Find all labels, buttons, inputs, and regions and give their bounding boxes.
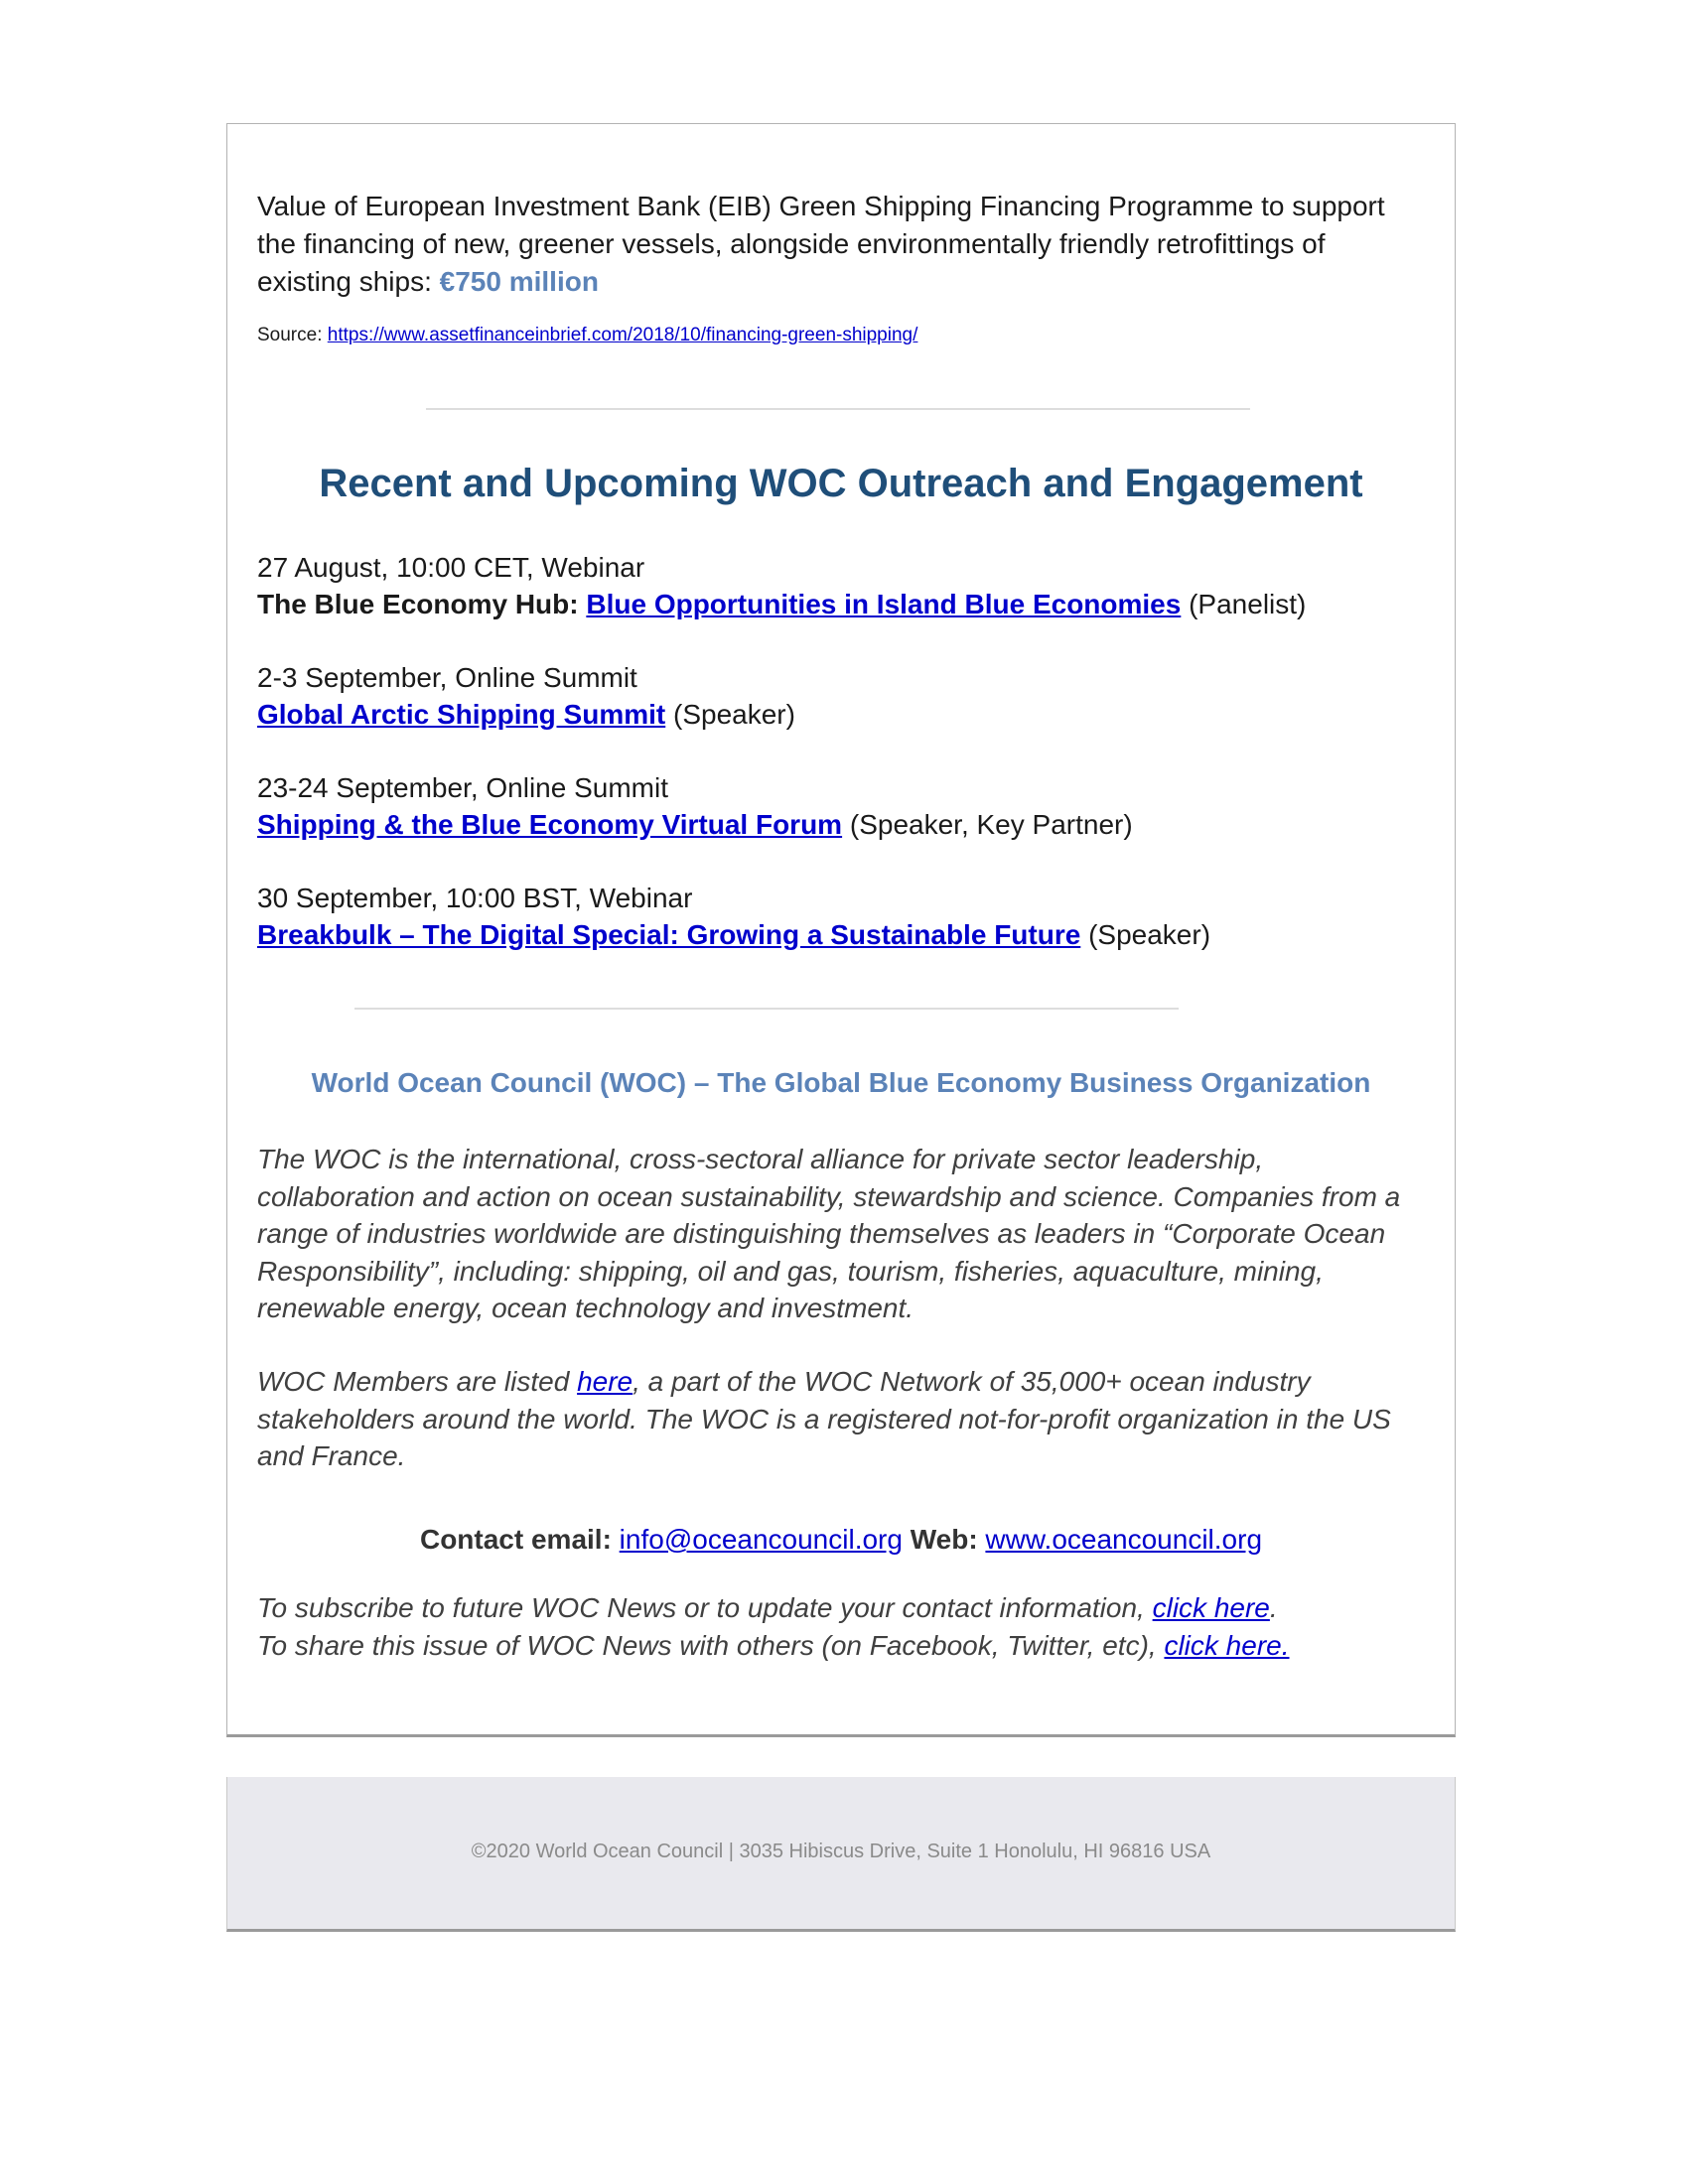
share-pre: To share this issue of WOC News with others (on Facebook, Twitter, etc),	[257, 1629, 1165, 1661]
event-org: The Blue Economy Hub:	[257, 589, 587, 619]
email-link[interactable]: info@oceancouncil.org	[619, 1524, 903, 1555]
share-link[interactable]: click here.	[1164, 1629, 1290, 1661]
web-label: Web:	[902, 1524, 986, 1555]
event-item	[257, 880, 1425, 953]
stat-text: Value of European Investment Bank (EIB) Green Shipping Financing Programme to support the financing of new, greener vessels, alongside environmentally friendly retrofittings of existing ships:	[257, 191, 1385, 297]
stat-block	[257, 188, 1425, 346]
event-detail	[257, 696, 1425, 733]
members-paragraph	[257, 1363, 1425, 1475]
event-link-arctic-shipping[interactable]: Global Arctic Shipping Summit	[257, 699, 666, 730]
event-item	[257, 659, 1425, 733]
section-title: Recent and Upcoming WOC Outreach and Engagement	[319, 462, 1363, 505]
event-detail	[257, 916, 1425, 953]
org-title: World Ocean Council (WOC) – The Global Blue Economy Business Organization	[311, 1067, 1371, 1098]
event-detail	[257, 806, 1425, 843]
email-label: Contact email:	[419, 1524, 620, 1555]
event-meta: 30 September, 10:00 BST, Webinar	[257, 883, 693, 913]
web-link[interactable]: www.oceancouncil.org	[985, 1524, 1263, 1555]
event-role: (Speaker)	[1080, 919, 1211, 950]
event-meta: 2-3 September, Online Summit	[257, 662, 637, 693]
subscribe-pre: To subscribe to future WOC News or to update your contact information,	[257, 1592, 1153, 1623]
footer-address: ©2020 World Ocean Council | 3035 Hibiscus Drive, Suite 1 Honolulu, HI 96816 USA	[471, 1841, 1211, 1862]
subscribe-link[interactable]: click here	[1152, 1592, 1270, 1623]
source-line	[257, 325, 1425, 346]
subscribe-block	[257, 1589, 1425, 1664]
stat-value: €750 million	[439, 266, 599, 297]
event-detail	[257, 586, 1425, 622]
divider-bottom	[354, 1008, 1179, 1010]
event-role: (Speaker, Key Partner)	[842, 809, 1133, 840]
event-link-breakbulk[interactable]: Breakbulk – The Digital Special: Growing a Sustainable Future	[257, 919, 1081, 950]
event-meta: 27 August, 10:00 CET, Webinar	[257, 552, 645, 583]
members-link[interactable]: here	[577, 1366, 633, 1397]
source-link[interactable]: https://www.assetfinanceinbrief.com/2018/10/financing-green-shipping/	[327, 325, 918, 345]
event-meta: 23-24 September, Online Summit	[257, 772, 668, 803]
source-label: Source:	[257, 325, 328, 345]
newsletter-body	[226, 123, 1456, 1737]
event-item	[257, 549, 1425, 622]
divider-top	[426, 408, 1250, 410]
footer	[226, 1777, 1456, 1932]
about-paragraph: The WOC is the international, cross-sectoral alliance for private sector leadership, collaboration and action on ocean sustainability, stewardship and science. Companies from a range of industries worldwide are distinguishing themselves as leaders in “Corporate Ocean Responsibility”, including: shipping, oil and gas, tourism, fisheries, aquaculture, mining, renewable energy, ocean technology and investment.	[257, 1144, 1401, 1323]
event-item	[257, 769, 1425, 843]
contact-line	[227, 1524, 1455, 1556]
members-pre: WOC Members are listed	[257, 1366, 578, 1397]
subscribe-post: .	[1269, 1592, 1278, 1623]
event-link-shipping-forum[interactable]: Shipping & the Blue Economy Virtual Forum	[257, 809, 843, 840]
stat-paragraph	[257, 188, 1425, 301]
event-link-blue-opportunities[interactable]: Blue Opportunities in Island Blue Economies	[586, 589, 1182, 619]
event-role: (Speaker)	[665, 699, 795, 730]
event-role: (Panelist)	[1181, 589, 1307, 619]
members-post: , a part of the WOC Network of 35,000+ ocean industry stakeholders around the world. The WOC is a registered not-for-profit organization in the US and France.	[257, 1366, 1391, 1471]
events-list	[257, 549, 1425, 990]
